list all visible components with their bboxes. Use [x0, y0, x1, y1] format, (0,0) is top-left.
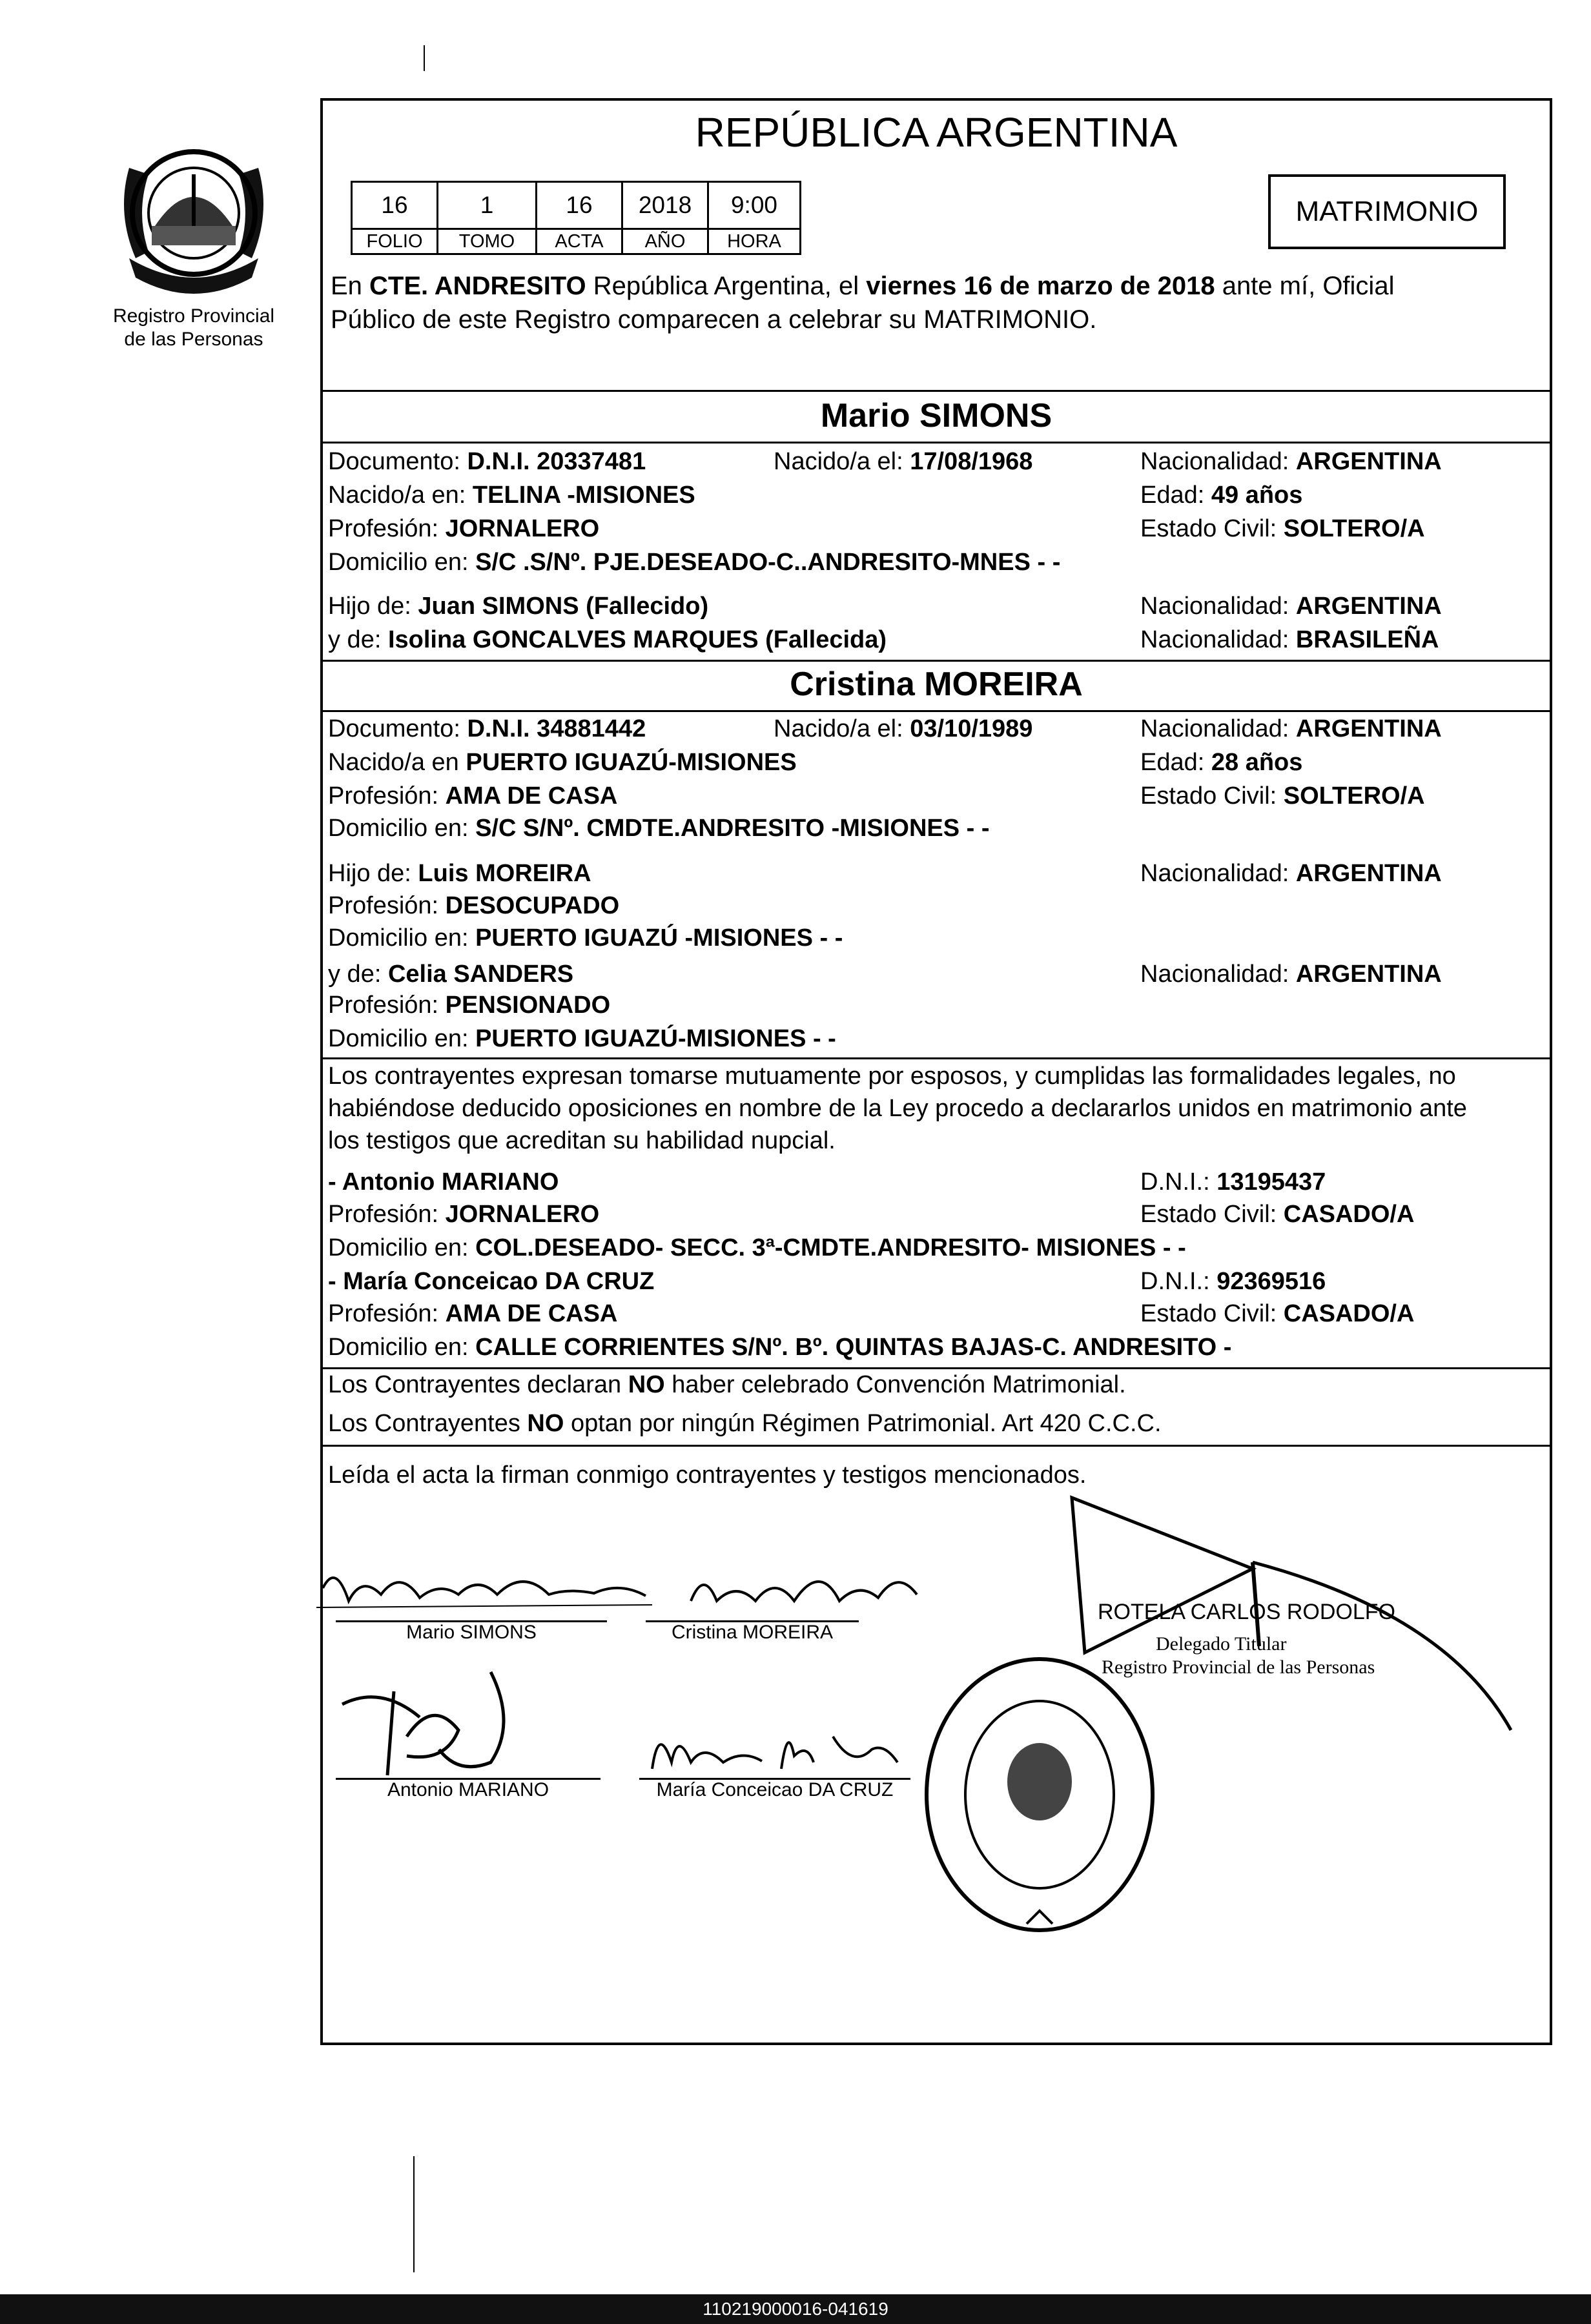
year-value: 2018 [622, 182, 708, 229]
scan-mark [424, 45, 425, 71]
official-name: ROTELA CARLOS RODOLFO [1098, 1600, 1395, 1624]
divider [320, 660, 1552, 662]
contrayente2-name: Cristina MOREIRA [790, 666, 1083, 703]
signature-cristina-moreira [678, 1556, 936, 1620]
document-code-bar: 110219000016-041619 [0, 2294, 1591, 2324]
record-type-box: MATRIMONIO [1268, 174, 1506, 249]
c1-mother: y de: Isolina GONCALVES MARQUES (Fallecida) [328, 626, 887, 653]
c1-profession: Profesión: JORNALERO [328, 515, 600, 542]
signature-maria-da-cruz [639, 1717, 910, 1782]
c1-domicile: Domicilio en: S/C .S/Nº. PJE.DESEADO-C..ANDRESITO-MNES - - [328, 549, 1061, 576]
divider [320, 1367, 1552, 1369]
hour-label: HORA [708, 229, 801, 254]
convention-line-2: Los Contrayentes NO optan por ningún Régimen Patrimonial. Art 420 C.C.C. [328, 1410, 1162, 1437]
divider [320, 390, 1552, 392]
c1-mother-nationality: Nacionalidad: BRASILEÑA [1140, 626, 1439, 653]
declaration-line-1: Los contrayentes expresan tomarse mutuamente por esposos, y cumplidas las formalidades legales, no [328, 1063, 1456, 1090]
witness1-civil-status: Estado Civil: CASADO/A [1140, 1201, 1415, 1228]
c2-born-on: Nacido/a el: 03/10/1989 [774, 715, 1033, 742]
declaration-line-3: los testigos que acreditan su habilidad nupcial. [328, 1127, 836, 1154]
signature-label-antonio-mariano: Antonio MARIANO [387, 1779, 549, 1800]
c2-born-in: Nacido/a en PUERTO IGUAZÚ-MISIONES [328, 749, 797, 776]
c2-father: Hijo de: Luis MOREIRA [328, 860, 591, 887]
c2-father-profession: Profesión: DESOCUPADO [328, 892, 620, 919]
c2-domicile: Domicilio en: S/C S/Nº. CMDTE.ANDRESITO -MISIONES - - [328, 815, 990, 842]
c1-civil-status: Estado Civil: SOLTERO/A [1140, 515, 1425, 542]
c1-father: Hijo de: Juan SIMONS (Fallecido) [328, 593, 709, 620]
signature-label-mario-simons: Mario SIMONS [406, 1622, 537, 1643]
witness2-civil-status: Estado Civil: CASADO/A [1140, 1300, 1415, 1327]
witness2-dni: D.N.I.: 92369516 [1140, 1268, 1326, 1295]
c2-mother-domicile: Domicilio en: PUERTO IGUAZÚ-MISIONES - - [328, 1025, 836, 1052]
witness1-domicile: Domicilio en: COL.DESEADO- SECC. 3ª-CMDTE.ANDRESITO- MISIONES - - [328, 1234, 1186, 1261]
tomo-label: TOMO [438, 229, 537, 254]
province-seal-logo [103, 129, 284, 303]
witness1-profession: Profesión: JORNALERO [328, 1201, 600, 1228]
acta-value: 16 [537, 182, 622, 229]
scan-mark [413, 2156, 415, 2272]
c1-born-on: Nacido/a el: 17/08/1968 [774, 448, 1033, 475]
c2-document: Documento: D.N.I. 34881442 [328, 715, 646, 742]
tomo-value: 1 [438, 182, 537, 229]
intro-line-2: Público de este Registro comparecen a celebrar su MATRIMONIO. [331, 305, 1097, 334]
divider [320, 442, 1552, 443]
witness2-profession: Profesión: AMA DE CASA [328, 1300, 618, 1327]
c2-mother-nationality: Nacionalidad: ARGENTINA [1140, 961, 1442, 988]
witness1-name: - Antonio MARIANO [328, 1168, 559, 1196]
c2-mother: y de: Celia SANDERS [328, 961, 574, 988]
c1-age: Edad: 49 años [1140, 482, 1303, 509]
year-label: AÑO [622, 229, 708, 254]
registry-table [351, 181, 801, 255]
country-title: REPÚBLICA ARGENTINA [695, 109, 1178, 156]
logo-caption-line1: Registro Provincial [112, 305, 275, 327]
logo-caption-line2: de las Personas [124, 329, 263, 350]
signature-mario-simons [310, 1549, 659, 1620]
c2-father-nationality: Nacionalidad: ARGENTINA [1140, 860, 1442, 887]
closing-statement: Leída el acta la firman conmigo contrayentes y testigos mencionados. [328, 1462, 1087, 1489]
signature-label-cristina-moreira: Cristina MOREIRA [671, 1622, 834, 1643]
c2-age: Edad: 28 años [1140, 749, 1303, 776]
intro-line-1: En CTE. ANDRESITO República Argentina, el viernes 16 de marzo de 2018 ante mí, Oficial [331, 272, 1395, 300]
signature-label-maria-da-cruz: María Conceicao DA CRUZ [656, 1779, 894, 1800]
hour-value: 9:00 [708, 182, 801, 229]
witness2-name: - María Conceicao DA CRUZ [328, 1268, 655, 1295]
acta-label: ACTA [537, 229, 622, 254]
official-organization: Registro Provincial de las Personas [1102, 1656, 1375, 1678]
c2-profession: Profesión: AMA DE CASA [328, 782, 618, 810]
divider [320, 1057, 1552, 1059]
c1-document: Documento: D.N.I. 20337481 [328, 448, 646, 475]
c1-nationality: Nacionalidad: ARGENTINA [1140, 448, 1442, 475]
divider [320, 710, 1552, 712]
declaration-line-2: habiéndose deducido oposiciones en nombre de la Ley procedo a declararlos unidos en matrimonio ante [328, 1095, 1467, 1122]
contrayente1-name: Mario SIMONS [820, 397, 1052, 434]
c2-mother-profession: Profesión: PENSIONADO [328, 992, 611, 1019]
official-title: Delegado Titular [1156, 1633, 1287, 1655]
official-stamp [917, 1653, 1162, 1937]
folio-value: 16 [352, 182, 438, 229]
folio-label: FOLIO [352, 229, 438, 254]
c1-father-nationality: Nacionalidad: ARGENTINA [1140, 593, 1442, 620]
c2-nationality: Nacionalidad: ARGENTINA [1140, 715, 1442, 742]
convention-line-1: Los Contrayentes declaran NO haber celebrado Convención Matrimonial. [328, 1371, 1126, 1398]
c2-civil-status: Estado Civil: SOLTERO/A [1140, 782, 1425, 810]
c1-born-in: Nacido/a en: TELINA -MISIONES [328, 482, 695, 509]
witness2-domicile: Domicilio en: CALLE CORRIENTES S/Nº. Bº. QUINTAS BAJAS-C. ANDRESITO - [328, 1334, 1232, 1361]
c2-father-domicile: Domicilio en: PUERTO IGUAZÚ -MISIONES - - [328, 924, 843, 952]
signature-antonio-mariano [329, 1659, 536, 1782]
divider [320, 1445, 1552, 1447]
witness1-dni: D.N.I.: 13195437 [1140, 1168, 1326, 1196]
